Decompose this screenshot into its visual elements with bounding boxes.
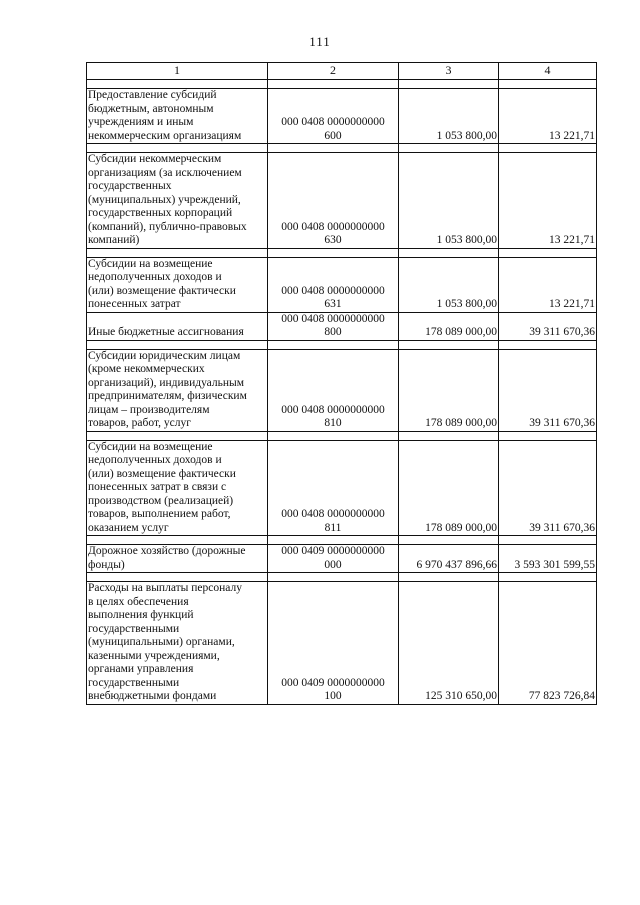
- table-row: [87, 312, 597, 340]
- spacer-row: [87, 431, 597, 440]
- row-code: 000 0408 0000000000 630: [268, 153, 399, 249]
- row-code: 000 0408 0000000000 631: [268, 257, 399, 312]
- row-actual-amount: 3 593 301 599,55: [499, 545, 597, 573]
- budget-table: [86, 62, 597, 705]
- column-header-2: 2: [268, 63, 399, 80]
- row-code: 000 0408 0000000000 600: [268, 89, 399, 144]
- row-description: Предоставление субсидий бюджетным, автономным учреждениям и иным некоммерческим организациям: [87, 89, 268, 144]
- table-row: [87, 545, 597, 573]
- row-plan-amount: 1 053 800,00: [399, 153, 499, 249]
- column-header-3: 3: [399, 63, 499, 80]
- table-row: [87, 349, 597, 431]
- row-plan-amount: 178 089 000,00: [399, 440, 499, 536]
- spacer-row: [87, 144, 597, 153]
- spacer-row: [87, 80, 597, 89]
- table-row: [87, 582, 597, 705]
- row-plan-amount: 125 310 650,00: [399, 582, 499, 705]
- row-description: Субсидии на возмещение недополученных доходов и (или) возмещение фактически понесенных затрат: [87, 257, 268, 312]
- page-number: 111: [309, 34, 331, 49]
- table-header-row: [87, 63, 597, 80]
- row-actual-amount: 39 311 670,36: [499, 312, 597, 340]
- row-description: Субсидии некоммерческим организациям (за исключением государственных (муниципальных) учреждений, государственных корпораций (компаний), публично-правовых компаний): [87, 153, 268, 249]
- row-plan-amount: 1 053 800,00: [399, 89, 499, 144]
- row-code: 000 0409 0000000000 000: [268, 545, 399, 573]
- row-description: Субсидии юридическим лицам (кроме некоммерческих организаций), индивидуальным предпринимателям, физическим лицам – производителям товаров, работ, услуг: [87, 349, 268, 431]
- row-code: 000 0408 0000000000 800: [268, 312, 399, 340]
- row-code: 000 0409 0000000000 100: [268, 582, 399, 705]
- row-description: Иные бюджетные ассигнования: [87, 312, 268, 340]
- row-plan-amount: 178 089 000,00: [399, 312, 499, 340]
- row-code: 000 0408 0000000000 811: [268, 440, 399, 536]
- row-actual-amount: 77 823 726,84: [499, 582, 597, 705]
- row-description: Дорожное хозяйство (дорожные фонды): [87, 545, 268, 573]
- row-actual-amount: 13 221,71: [499, 89, 597, 144]
- row-code: 000 0408 0000000000 810: [268, 349, 399, 431]
- spacer-row: [87, 573, 597, 582]
- column-header-1: 1: [87, 63, 268, 80]
- spacer-row: [87, 340, 597, 349]
- row-description: Субсидии на возмещение недополученных доходов и (или) возмещение фактически понесенных затрат в связи с производством (реализацией) товаров, выполнением работ, оказанием услуг: [87, 440, 268, 536]
- table-row: [87, 89, 597, 144]
- row-plan-amount: 1 053 800,00: [399, 257, 499, 312]
- spacer-row: [87, 248, 597, 257]
- row-description: Расходы на выплаты персоналу в целях обеспечения выполнения функций государственными (муниципальными) органами, казенными учреждениями, органами управления государственными внебюджетными фондами: [87, 582, 268, 705]
- table-row: [87, 440, 597, 536]
- table-row: [87, 257, 597, 312]
- table-row: [87, 153, 597, 249]
- spacer-row: [87, 536, 597, 545]
- row-actual-amount: 39 311 670,36: [499, 440, 597, 536]
- row-actual-amount: 13 221,71: [499, 257, 597, 312]
- row-actual-amount: 13 221,71: [499, 153, 597, 249]
- row-actual-amount: 39 311 670,36: [499, 349, 597, 431]
- row-plan-amount: 6 970 437 896,66: [399, 545, 499, 573]
- row-plan-amount: 178 089 000,00: [399, 349, 499, 431]
- column-header-4: 4: [499, 63, 597, 80]
